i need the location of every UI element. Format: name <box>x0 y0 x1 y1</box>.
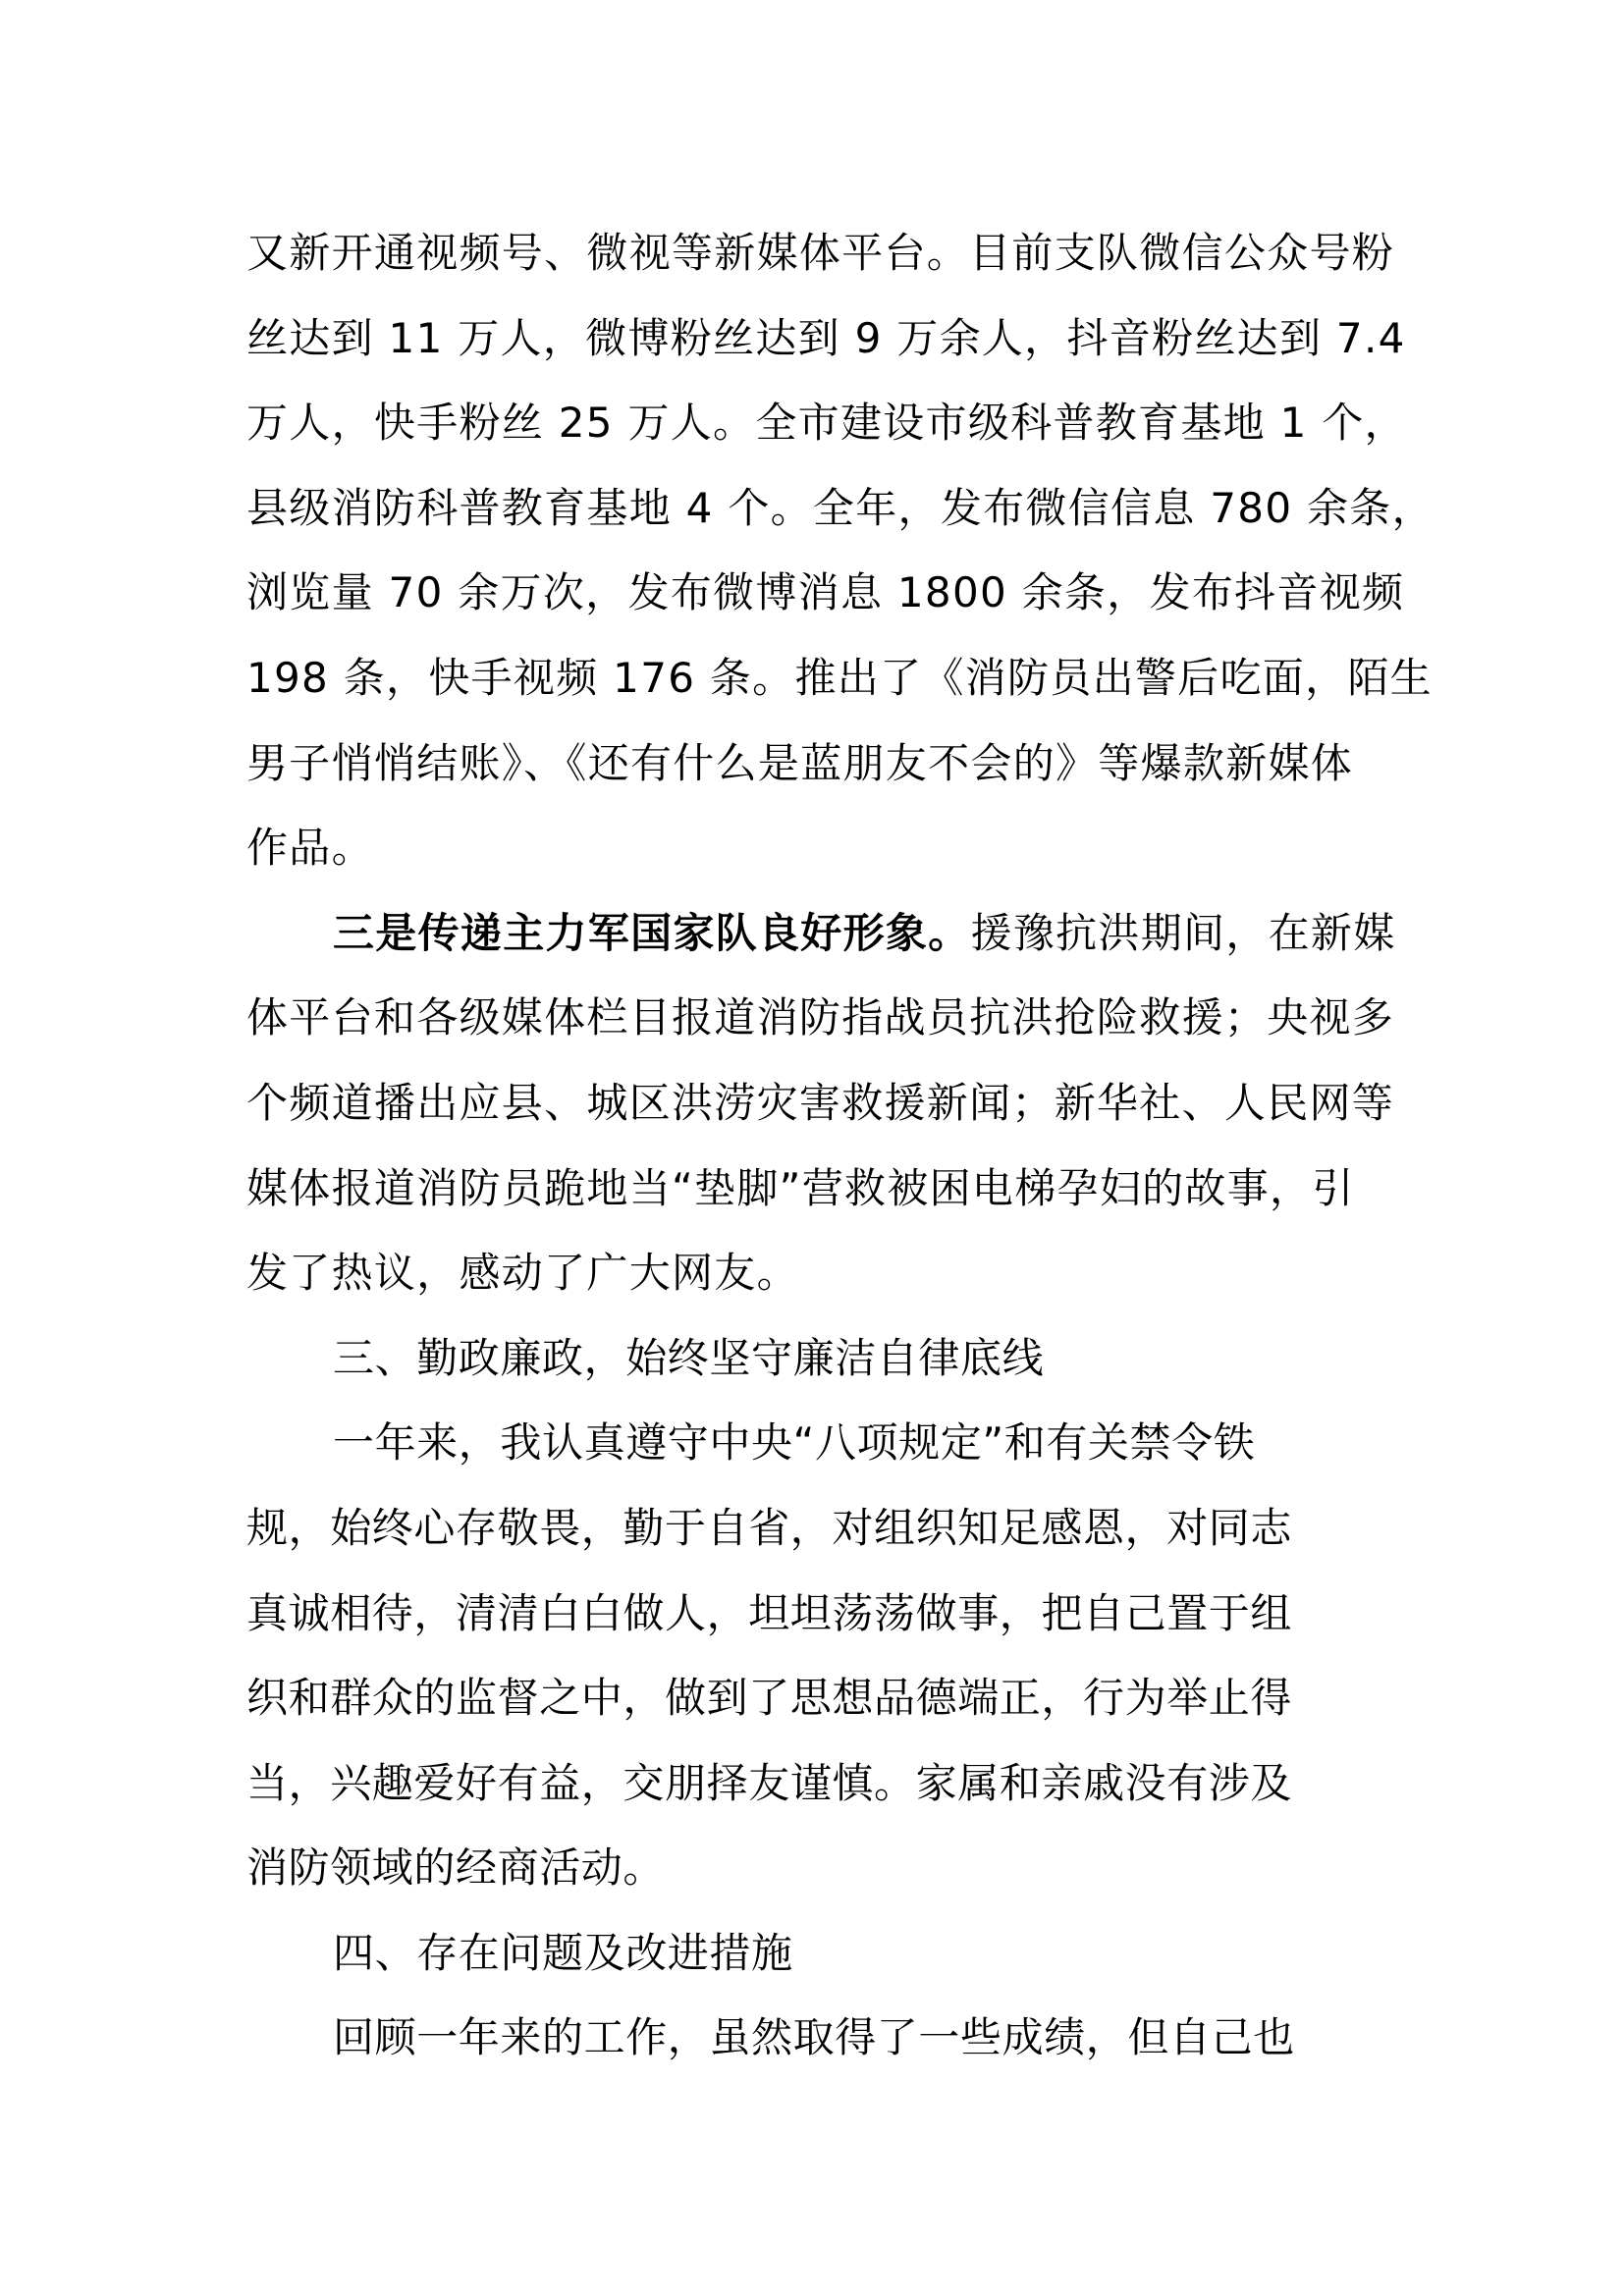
paragraph-national-team-image <box>246 904 1454 1329</box>
text-line: 规，始终心存敬畏，勤于自省，对组织知足感恩，对同志 <box>246 1503 1293 1552</box>
text-line: 浏览量 70 余万次，发布微博消息 1800 余条，发布抖音视频 <box>246 568 1405 617</box>
text-line: 织和群众的监督之中，做到了思想品德端正，行为举止得 <box>246 1674 1293 1723</box>
text-line: 当，兴趣爱好有益，交朋择友谨慎。家属和亲戚没有涉及 <box>246 1758 1293 1807</box>
document-page <box>246 224 1454 2094</box>
paragraph-new-media-stats <box>246 224 1454 904</box>
text-line: 一年来，我认真遵守中央“八项规定”和有关禁令铁 <box>333 1418 1256 1468</box>
text-line: 媒体报道消防员跪地当“垫脚”营救被困电梯孕妇的故事，引 <box>246 1163 1355 1212</box>
section-heading-problems: 四、存在问题及改进措施 <box>333 1928 793 1977</box>
text-line: 体平台和各级媒体栏目报道消防指战员抗洪抢险救援；央视多 <box>246 993 1395 1042</box>
text-line: 万人，快手粉丝 25 万人。全市建设市级科普教育基地 1 个， <box>246 399 1407 448</box>
text-line <box>246 904 1454 989</box>
text-run: 援豫抗洪期间，在新媒 <box>970 908 1396 957</box>
paragraph-review <box>246 2008 1454 2094</box>
text-line: 又新开通视频号、微视等新媒体平台。目前支队微信公众号粉 <box>246 229 1395 277</box>
text-line: 个频道播出应县、城区洪涝灾害救援新闻；新华社、人民网等 <box>246 1078 1395 1127</box>
bold-lead-sentence: 三是传递主力军国家队良好形象。 <box>333 908 971 957</box>
paragraph-integrity <box>246 1414 1454 1924</box>
text-line: 发了热议，感动了广大网友。 <box>246 1249 799 1298</box>
text-line: 丝达到 11 万人，微博粉丝达到 9 万余人，抖音粉丝达到 7.4 <box>246 313 1406 362</box>
text-line: 男子悄悄结账》、《还有什么是蓝朋友不会的》等爆款新媒体 <box>246 738 1354 787</box>
section-heading-integrity: 三、勤政廉政，始终坚守廉洁自律底线 <box>333 1333 1045 1382</box>
text-line: 真诚相待，清清白白做人，坦坦荡荡做事，把自己置于组 <box>246 1588 1293 1637</box>
text-line: 作品。 <box>246 824 374 873</box>
text-line: 县级消防科普教育基地 4 个。全年，发布微信信息 780 余条， <box>246 483 1435 532</box>
text-line: 198 条，快手视频 176 条。推出了《消防员出警后吃面，陌生 <box>246 653 1433 702</box>
text-line: 回顾一年来的工作，虽然取得了一些成绩，但自己也 <box>333 2013 1295 2062</box>
text-line: 消防领域的经商活动。 <box>246 1843 666 1893</box>
